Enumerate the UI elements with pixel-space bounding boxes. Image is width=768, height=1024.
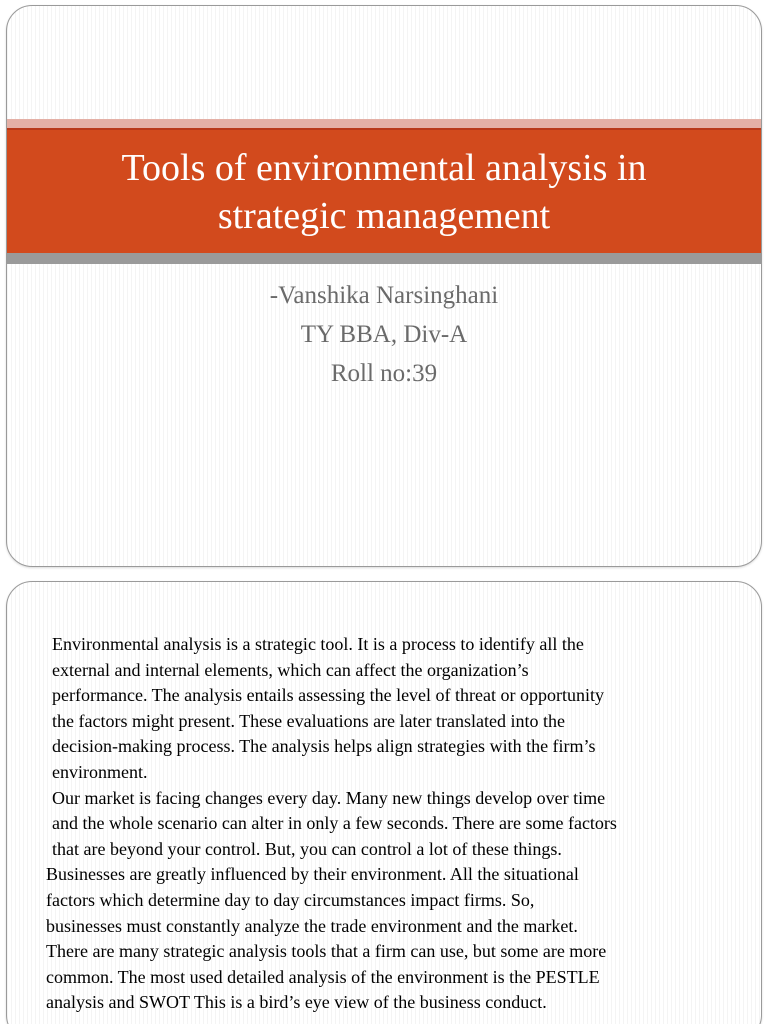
- body-line: decision-making process. The analysis helps align strategies with the firm’s: [52, 736, 596, 757]
- author-name: -Vanshika Narsinghani: [269, 282, 499, 309]
- slide-title-line: strategic management: [217, 195, 551, 237]
- body-line: Our market is facing changes every day. Many new things develop over time: [52, 787, 606, 808]
- slide-title-line: Tools of environmental analysis in: [121, 147, 647, 189]
- body-line: Environmental analysis is a strategic tool. It is a process to identify all the: [52, 634, 584, 654]
- title-band: [7, 128, 761, 254]
- body-line: factors which determine day to day circumstances impact firms. So,: [46, 889, 535, 910]
- body-line: environment.: [52, 761, 148, 782]
- body-line: and the whole scenario can alter in only a few seconds. There are some factors: [52, 813, 617, 834]
- body-line: common. The most used detailed analysis of the environment is the PESTLE: [46, 966, 600, 987]
- title-band-bottom-stripe: [7, 253, 761, 264]
- slide-subtitle: [7, 276, 761, 393]
- body-line: that are beyond your control. But, you can control a lot of these things.: [52, 838, 562, 859]
- roll-number: Roll no:39: [330, 360, 438, 387]
- body-line: analysis and SWOT This is a bird’s eye view of the business conduct.: [46, 992, 547, 1013]
- title-band-top-stripe: [7, 119, 761, 128]
- body-line: the factors might present. These evaluations are later translated into the: [52, 710, 565, 731]
- content-slide: [6, 581, 762, 1024]
- body-line: businesses must constantly analyze the trade environment and the market.: [46, 915, 578, 936]
- body-line: performance. The analysis entails assessing the level of threat or opportunity: [52, 685, 605, 706]
- slide-body-text: [7, 632, 747, 1016]
- class-division: TY BBA, Div-A: [300, 321, 468, 348]
- body-line: Businesses are greatly influenced by their environment. All the situational: [46, 864, 579, 885]
- title-slide: [6, 5, 762, 567]
- slide-title: [27, 130, 741, 254]
- body-line: There are many strategic analysis tools that a firm can use, but some are more: [46, 941, 607, 962]
- body-line: external and internal elements, which can affect the organization’s: [52, 659, 529, 680]
